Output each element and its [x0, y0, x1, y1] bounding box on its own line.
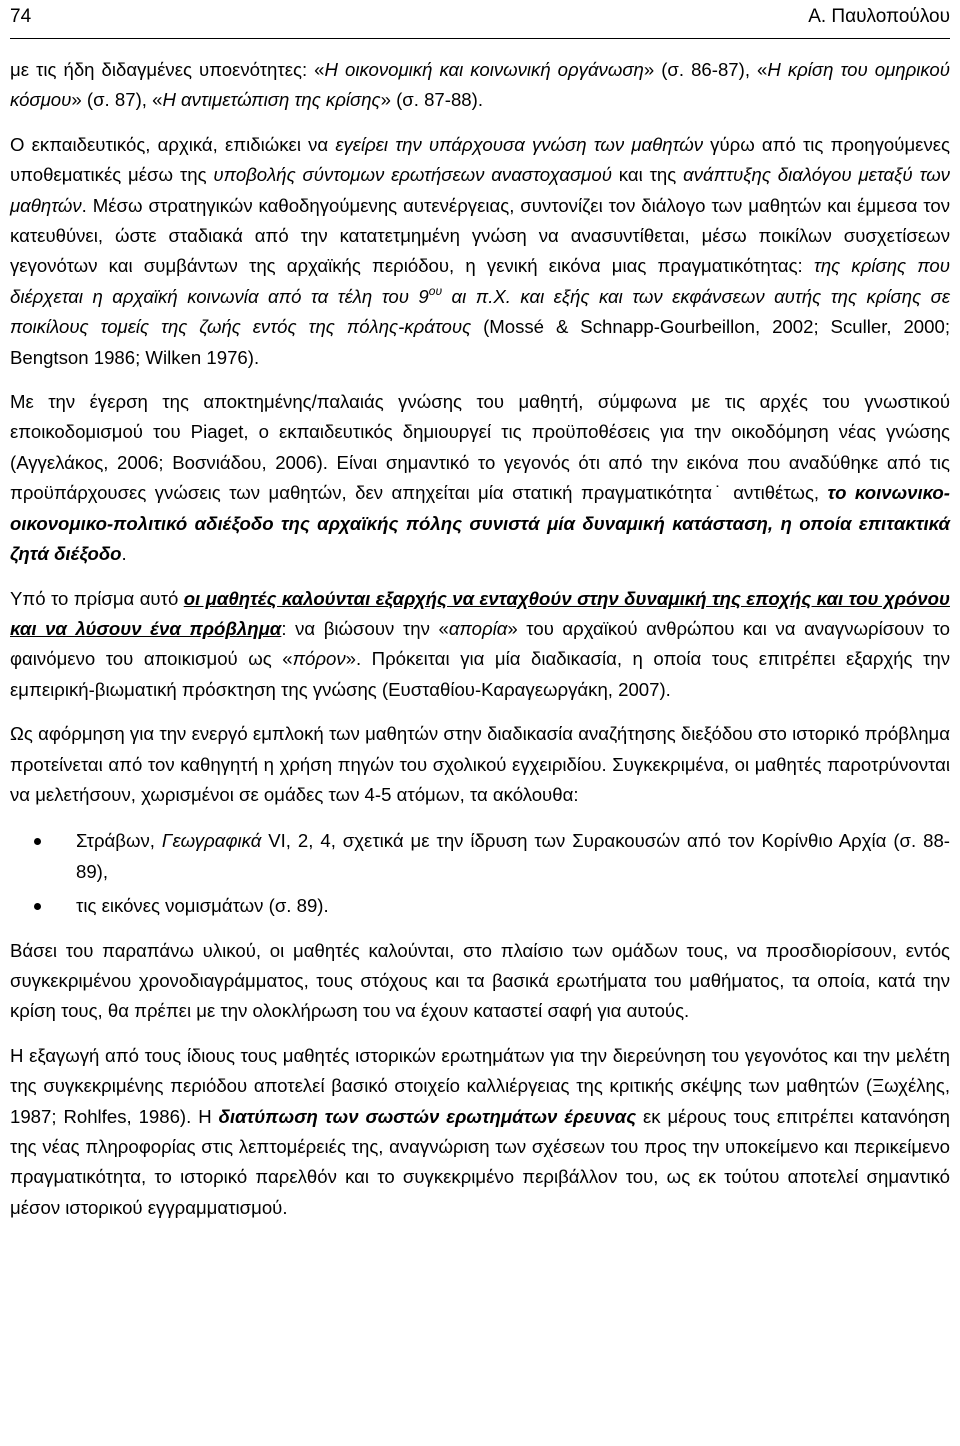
- paragraph-4: Υπό το πρίσμα αυτό οι μαθητές καλούνται εξαρχής να ενταχθούν στην δυναμική της εποχής και του χρόνου και να λύσουν ένα πρόβλημα: να βιώσουν την «απορία» του αρχαϊκού ανθρώπου και να αναγνωρίσουν το φαινόμενο του αποικισμού ως «πόρον». Πρόκειται για μία διαδικασία, η οποία τους επιτρέπει εξαρχής την εμπειρική-βιωματική πρόσκτηση της γνώσης (Ευσταθίου-Καραγεωργάκη, 2007).: [10, 587, 951, 700]
- page-number: 74: [10, 6, 32, 27]
- running-header: [10, 0, 950, 38]
- paragraph-7: Η εξαγωγή από τους ίδιους τους μαθητές ιστορικών ερωτημάτων για την διερεύνηση του γεγονότος και την μελέτη της συγκεκριμένης περιόδου αποτελεί βασικό στοιχείο καλλιέργειας της κριτικής σκέψης των μαθητών (Ξωχέλης, 1987; Rohlfes, 1986). Η διατύπωση των σωστών ερωτημάτων έρευνας εκ μέρους τους επιτρέπει κατανόηση της νέας πληροφορίας στις λεπτομέρειές της, αναγνώριση των σχέσεων του προς την υποκείμενο και περικείμενο πραγματικότητα, το ιστορικό παρελθόν και το συγκεκριμένο περιβάλλον του, ως εκ τούτου αποτελεί σημαντικό μέσον ιστορικού εγγραμματισμού.: [10, 1044, 950, 1218]
- running-author: Α. Παυλοπούλου: [808, 6, 950, 27]
- bullet-icon: [34, 903, 41, 910]
- bullet-icon: [34, 838, 41, 845]
- list-item: Στράβων, Γεωγραφικά VI, 2, 4, σχετικά με την ίδρυση των Συρακουσών από τον Κορίνθιο Αρχία (σ. 88-89),: [76, 826, 950, 887]
- paragraph-3: Με την έγερση της αποκτημένης/παλαιάς γνώσης του μαθητή, σύμφωνα με τις αρχές του γνωστικού εποικοδομισμού του Piaget, ο εκπαιδευτικός δημιουργεί τις προϋποθέσεις για την οικοδόμηση νέας γνώσης (Αγγελάκος, 2006; Βοσνιάδου, 2006). Είναι σημαντικό το γεγονός ότι από την εικόνα που αναδύθηκε από τις προϋπάρχουσες γνώσεις των μαθητών, δεν απηχείται μία στατική πραγματικότητα˙ αντιθέτως, το κοινωνικο-οικονομικο-πολιτικό αδιέξοδο της αρχαϊκής πόλης συνιστά μία δυναμική κατάσταση, η οποία επιτακτικά ζητά διέξοδο.: [10, 391, 950, 565]
- paragraph-5: Ως αφόρμηση για την ενεργό εμπλοκή των μαθητών στην διαδικασία αναζήτησης διεξόδου στο ιστορικό πρόβλημα προτείνεται από τον καθηγητή η χρήση πηγών του σχολικού εγχειριδίου. Συγκεκριμένα, οι μαθητές παροτρύνονται να μελετήσουν, χωρισμένοι σε ομάδες των 4-5 ατόμων, τα ακόλουθα:: [10, 723, 950, 805]
- paragraph-1: με τις ήδη διδαγμένες υποενότητες: «Η οικονομική και κοινωνική οργάνωση» (σ. 86-87), «Η κρίση του ομηρικού κόσμου» (σ. 87), «Η αντιμετώπιση της κρίσης» (σ. 87-88).: [10, 59, 950, 111]
- paragraph-6: Βάσει του παραπάνω υλικού, οι μαθητές καλούνται, στο πλαίσιο των ομάδων τους, να προσδιορίσουν, εντός συγκεκριμένου χρονοδιαγράμματος, τους στόχους και τα βασικά ερωτήματα του μαθήματος, τα οποία, κατά την κρίση τους, θα πρέπει με την ολοκλήρωση του να έχουν καταστεί σαφή για αυτούς.: [10, 939, 950, 1022]
- list-item: τις εικόνες νομισμάτων (σ. 89).: [76, 891, 950, 921]
- source-list: [10, 826, 950, 921]
- body-text: [10, 55, 950, 1223]
- header-rule: [10, 38, 950, 39]
- paragraph-2: Ο εκπαιδευτικός, αρχικά, επιδιώκει να εγείρει την υπάρχουσα γνώση των μαθητών γύρω από τις προηγούμενες υποθεματικές μέσω της υποβολής σύντομων ερωτήσεων αναστοχασμού και της ανάπτυξης διαλόγου μεταξύ των μαθητών. Μέσω στρατηγικών καθοδηγούμενης αυτενέργειας, συντονίζει τον διάλογο των μαθητών και έμμεσα τον κατευθύνει, ώστε σταδιακά από την κατατετμημένη γνώση να ανασυντίθεται, μέσω ποικίλων συσχετίσεων γεγονότων και συμβάντων της αρχαϊκής περιόδου, η γενική εικόνα μιας πραγματικότητας: της κρίσης που διέρχεται η αρχαϊκή κοινωνία από τα τέλη του $9^{o\upsilon}$ αι π.Χ. και εξής και των εκφάνσεων αυτής της κρίσης σε ποικίλους τομείς της ζωής εντός της πόλης-κράτους (Mossé & Schnapp-Gourbeillon, 2002; Sculler, 2000; Bengtson 1986; Wilken 1976).: [10, 133, 950, 368]
